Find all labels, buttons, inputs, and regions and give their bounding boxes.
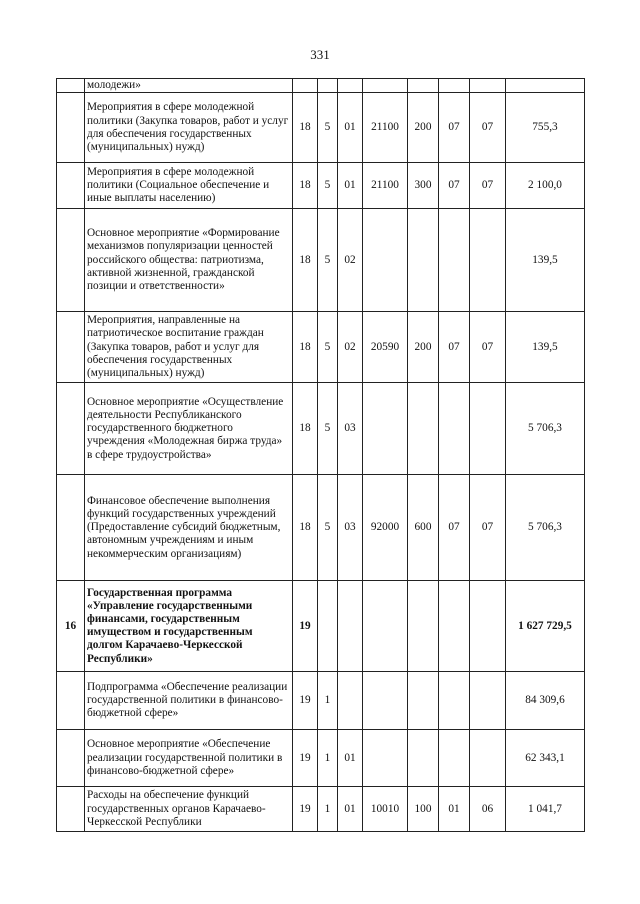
subsection-cell: 07	[470, 163, 506, 209]
row-name-cell: Основное мероприятие «Осуществление деятельности Республиканского государственного бюджетного учреждения «Молодежная биржа труда» в сфере трудоустройства»	[85, 383, 293, 475]
expense-type-cell: 200	[408, 93, 439, 163]
table-row	[57, 93, 585, 163]
program-code-cell: 19	[293, 581, 318, 672]
section-cell: 01	[439, 787, 470, 832]
section-cell	[439, 209, 470, 312]
subsection-cell	[470, 581, 506, 672]
table-row	[57, 581, 585, 672]
program-code-cell: 19	[293, 730, 318, 787]
subprogram-code-cell: 5	[318, 93, 338, 163]
subprogram-code-cell: 5	[318, 163, 338, 209]
subsection-cell: 07	[470, 312, 506, 383]
row-name-cell: Мероприятия в сфере молодежной политики (Социальное обеспечение и иные выплаты населению)	[85, 163, 293, 209]
expense-type-cell: 300	[408, 163, 439, 209]
expense-direction-cell	[363, 672, 408, 730]
expense-direction-cell	[363, 581, 408, 672]
row-number-cell	[57, 312, 85, 383]
section-cell: 07	[439, 475, 470, 581]
expense-type-cell	[408, 79, 439, 93]
row-number-cell	[57, 79, 85, 93]
main-activity-code-cell	[338, 79, 363, 93]
row-number-cell	[57, 383, 85, 475]
section-cell	[439, 672, 470, 730]
row-number-cell	[57, 209, 85, 312]
subprogram-code-cell: 5	[318, 475, 338, 581]
section-cell	[439, 730, 470, 787]
section-cell	[439, 383, 470, 475]
amount-cell: 84 309,6	[506, 672, 585, 730]
subprogram-code-cell	[318, 79, 338, 93]
row-number-cell: 16	[57, 581, 85, 672]
main-activity-code-cell: 01	[338, 163, 363, 209]
subsection-cell	[470, 672, 506, 730]
program-code-cell: 19	[293, 672, 318, 730]
program-code-cell	[293, 79, 318, 93]
program-code-cell: 18	[293, 312, 318, 383]
section-cell	[439, 581, 470, 672]
row-name-cell: Мероприятия в сфере молодежной политики (Закупка товаров, работ и услуг для обеспечения государственных (муниципальных) нужд)	[85, 93, 293, 163]
row-name-cell: Основное мероприятие «Обеспечение реализации государственной политики в финансово-бюджетной сфере»	[85, 730, 293, 787]
row-number-cell	[57, 163, 85, 209]
row-number-cell	[57, 672, 85, 730]
program-code-cell: 18	[293, 163, 318, 209]
section-cell: 07	[439, 93, 470, 163]
subsection-cell: 07	[470, 93, 506, 163]
expense-direction-cell: 21100	[363, 93, 408, 163]
row-name-cell: Основное мероприятие «Формирование механизмов популяризации ценностей российского общества: патриотизма, активной жизненной, гражданской позиции и ответственности»	[85, 209, 293, 312]
expense-direction-cell: 21100	[363, 163, 408, 209]
row-name-cell: Подпрограмма «Обеспечение реализации государственной политики в финансово-бюджетной сфере»	[85, 672, 293, 730]
main-activity-code-cell: 01	[338, 93, 363, 163]
expense-direction-cell: 10010	[363, 787, 408, 832]
program-code-cell: 18	[293, 93, 318, 163]
subsection-cell	[470, 730, 506, 787]
program-code-cell: 19	[293, 787, 318, 832]
row-name-cell: молодежи»	[85, 79, 293, 93]
row-name-cell: Государственная программа «Управление государственными финансами, государственным имуществом и государственным долгом Карачаево-Черкесской Республики»	[85, 581, 293, 672]
amount-cell: 62 343,1	[506, 730, 585, 787]
table-row	[57, 163, 585, 209]
subsection-cell: 06	[470, 787, 506, 832]
main-activity-code-cell: 02	[338, 209, 363, 312]
table-row	[57, 475, 585, 581]
program-code-cell: 18	[293, 209, 318, 312]
expense-direction-cell	[363, 730, 408, 787]
subsection-cell	[470, 209, 506, 312]
budget-table	[56, 78, 585, 832]
expense-direction-cell: 92000	[363, 475, 408, 581]
expense-direction-cell	[363, 79, 408, 93]
row-number-cell	[57, 475, 85, 581]
amount-cell: 5 706,3	[506, 475, 585, 581]
expense-type-cell	[408, 730, 439, 787]
expense-direction-cell	[363, 209, 408, 312]
table-row	[57, 79, 585, 93]
subsection-cell: 07	[470, 475, 506, 581]
expense-type-cell: 100	[408, 787, 439, 832]
main-activity-code-cell: 01	[338, 730, 363, 787]
expense-type-cell	[408, 672, 439, 730]
table-row	[57, 209, 585, 312]
expense-direction-cell	[363, 383, 408, 475]
row-number-cell	[57, 93, 85, 163]
subprogram-code-cell	[318, 581, 338, 672]
amount-cell: 139,5	[506, 312, 585, 383]
row-name-cell: Расходы на обеспечение функций государственных органов Карачаево-Черкесской Республики	[85, 787, 293, 832]
row-number-cell	[57, 730, 85, 787]
subprogram-code-cell: 1	[318, 730, 338, 787]
amount-cell	[506, 79, 585, 93]
program-code-cell: 18	[293, 383, 318, 475]
table-body	[57, 79, 585, 832]
program-code-cell: 18	[293, 475, 318, 581]
row-name-cell: Финансовое обеспечение выполнения функций государственных учреждений (Предоставление субсидий бюджетным, автономным учреждениям и иным некоммерческим организациям)	[85, 475, 293, 581]
amount-cell: 139,5	[506, 209, 585, 312]
amount-cell: 1 041,7	[506, 787, 585, 832]
expense-type-cell	[408, 209, 439, 312]
section-cell: 07	[439, 312, 470, 383]
table-row	[57, 730, 585, 787]
subprogram-code-cell: 5	[318, 209, 338, 312]
page-number: 331	[310, 47, 330, 62]
expense-type-cell: 200	[408, 312, 439, 383]
subprogram-code-cell: 5	[318, 383, 338, 475]
subprogram-code-cell: 1	[318, 672, 338, 730]
table-row	[57, 787, 585, 832]
main-activity-code-cell: 01	[338, 787, 363, 832]
section-cell: 07	[439, 163, 470, 209]
table-row	[57, 672, 585, 730]
expense-direction-cell: 20590	[363, 312, 408, 383]
row-name-cell: Мероприятия, направленные на патриотическое воспитание граждан (Закупка товаров, работ и услуг для обеспечения государственных (муниципальных) нужд)	[85, 312, 293, 383]
subprogram-code-cell: 5	[318, 312, 338, 383]
subsection-cell	[470, 79, 506, 93]
expense-type-cell	[408, 581, 439, 672]
amount-cell: 5 706,3	[506, 383, 585, 475]
row-number-cell	[57, 787, 85, 832]
table-row	[57, 312, 585, 383]
amount-cell: 2 100,0	[506, 163, 585, 209]
main-activity-code-cell: 03	[338, 475, 363, 581]
main-activity-code-cell: 02	[338, 312, 363, 383]
table-row	[57, 383, 585, 475]
expense-type-cell	[408, 383, 439, 475]
main-activity-code-cell	[338, 672, 363, 730]
amount-cell: 755,3	[506, 93, 585, 163]
expense-type-cell: 600	[408, 475, 439, 581]
section-cell	[439, 79, 470, 93]
main-activity-code-cell: 03	[338, 383, 363, 475]
subprogram-code-cell: 1	[318, 787, 338, 832]
amount-cell: 1 627 729,5	[506, 581, 585, 672]
main-activity-code-cell	[338, 581, 363, 672]
subsection-cell	[470, 383, 506, 475]
